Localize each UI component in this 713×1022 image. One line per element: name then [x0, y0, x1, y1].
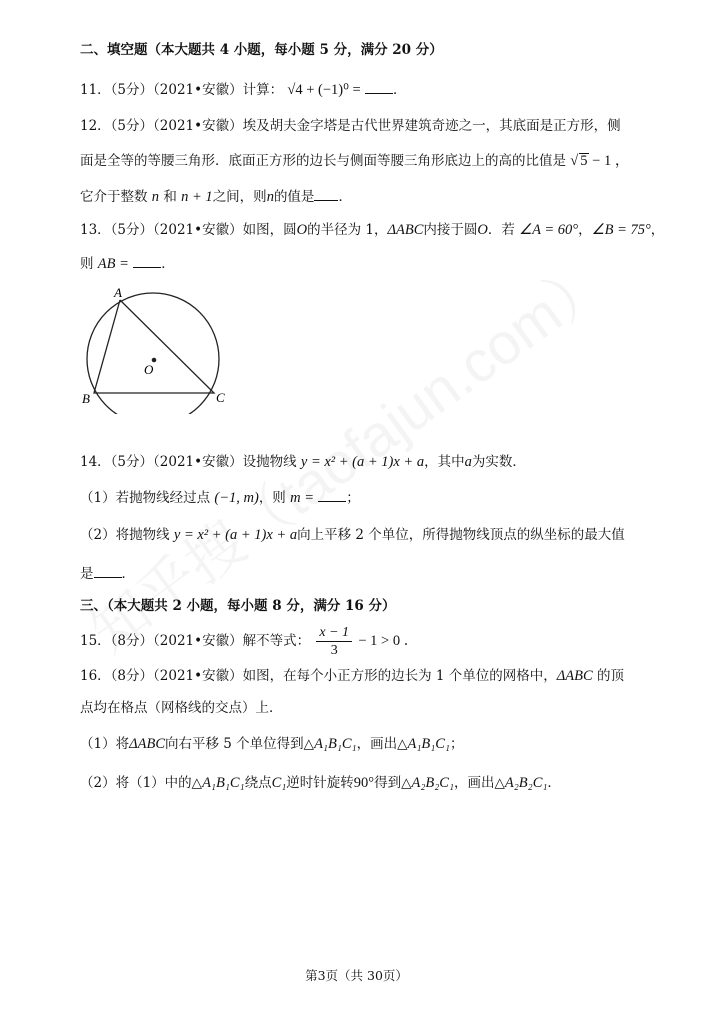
q16-p1-c: ，画出△ [356, 736, 408, 752]
q13-line1-b: 的半径为 1， [307, 222, 388, 238]
q14-line1-b: ，其中 [424, 454, 465, 470]
q12-line2-a: 面是全等的等腰三角形．底面正方形的边长与侧面等腰三角形底边上的高的比值是 [80, 153, 566, 169]
ab-equals: AB = [97, 256, 129, 272]
question-15 [80, 624, 418, 659]
question-16-part2 [80, 773, 561, 793]
circle-o [87, 293, 219, 414]
var-n: n [151, 189, 160, 205]
q12-line3-c: 之间，则 [212, 189, 267, 205]
sqrt-5: 5 [580, 153, 588, 169]
q14-p2-a: （2）将抛物线 [80, 527, 170, 543]
q12-line2-b: − 1 ， [588, 153, 630, 169]
answer-blank[interactable] [365, 79, 393, 94]
q15-rest: − 1 > 0 ． [358, 633, 419, 649]
q13-line2-a: 则 [80, 256, 94, 272]
q14-p1-end: ； [346, 490, 360, 506]
page-footer: 第3页（共 30页） [305, 968, 408, 983]
q13-line1-c: 内接于圆 [423, 222, 478, 238]
triangle-a1b1c1-3: A₁B₁C₁ [202, 775, 245, 791]
question-16-line1 [80, 666, 624, 686]
q16-p2-c: 逆时针旋转 [286, 775, 354, 791]
fraction [316, 624, 352, 659]
var-n-plus-1: n + 1 [181, 189, 213, 205]
q12-line3-d: 的值是 [273, 189, 315, 205]
q11-prefix: 11．（5分）（2021•安徽）计算： [80, 82, 284, 98]
label-c: C [216, 390, 225, 405]
triangle-a2b2c1: A₂B₂C₁ [411, 775, 455, 791]
fraction-numerator: x − 1 [316, 624, 352, 642]
question-12-line3 [80, 186, 352, 207]
question-14-part2-line2 [80, 563, 135, 584]
point-c1: C₁ [271, 775, 287, 791]
point-neg1-m: (−1, m) [214, 490, 259, 506]
q12-line3-a: 它介于整数 [80, 189, 148, 205]
q12-end: ． [338, 189, 352, 205]
question-13-line2 [80, 253, 175, 274]
q16-p1-b: 向右平移 5 个单位得到△ [165, 736, 315, 752]
q16-p2-d: 得到△ [374, 775, 412, 791]
q14-p1-a: （1）若抛物线经过点 [80, 490, 211, 506]
answer-blank[interactable] [133, 253, 161, 268]
triangle-a1b1c1-2: A₁B₁C₁ [407, 736, 450, 752]
q16-line1-a: 16．（8分）（2021•安徽）如图，在每个小正方形的边长为 1 个单位的网格中， [80, 668, 557, 684]
fraction-denominator: 3 [330, 643, 338, 658]
q16-p2-end: ． [547, 775, 561, 791]
q16-line1-b: 的顶 [596, 668, 624, 684]
q11-end: ． [393, 82, 407, 98]
angle-90: 90° [353, 775, 375, 791]
var-O: O [296, 222, 308, 238]
q14-line1-a: 14．（5分）（2021•安徽）设抛物线 [80, 454, 297, 470]
parabola-eq-2: y = x² + (a + 1)x + a [173, 527, 298, 543]
question-11 [80, 79, 407, 100]
triangle-abc-shape [94, 300, 214, 393]
q11-expr-a: √4 [287, 82, 303, 98]
q16-p1-end: ； [449, 736, 464, 752]
q16-p1-a: （1）将 [80, 736, 130, 752]
question-12-line2: 面是全等的等腰三角形．底面正方形的边长与侧面等腰三角形底边上的高的比值是 √ 5 − 1 ， [80, 153, 630, 169]
triangle-a1b1c1: A₁B₁C₁ [314, 736, 357, 752]
q12-line1: 12．（5分）（2021•安徽）埃及胡夫金字塔是古代世界建筑奇迹之一，其底面是正方形，侧 [80, 118, 621, 134]
q16-p2-b: 绕点 [244, 775, 272, 791]
var-a: a [464, 454, 472, 470]
q16-p2-e: ，画出△ [454, 775, 505, 791]
m-equals: m = [290, 490, 314, 506]
triangle-a2b2c1-2: A₂B₂C₁ [504, 775, 548, 791]
q13-line1-d: ．若 [487, 222, 515, 238]
q12-line3-b: 和 [163, 189, 177, 205]
q11-expr-b: + (−1)⁰ = [302, 82, 361, 98]
angle-b: ∠B = 75° [591, 222, 651, 238]
triangle-abc: ΔABC [387, 222, 424, 238]
label-o: O [144, 362, 154, 377]
question-13-line1: 13．（5分）（2021•安徽）如图，圆O的半径为 1，ΔABC内接于圆O．若 ∠A = 60°，∠B = 75°， [80, 222, 665, 238]
parabola-eq: y = x² + (a + 1)x + a [300, 454, 425, 470]
q14-p1-b: ，则 [258, 490, 286, 506]
label-b: B [82, 391, 90, 406]
label-a: A [114, 285, 122, 300]
section3-title: 三、（本大题共 2 小题，每小题 8 分，满分 16 分） [80, 598, 396, 614]
angle-a: ∠A = 60° [519, 222, 579, 238]
var-n-2: n [266, 189, 274, 205]
var-O-2: O [477, 222, 488, 238]
q15-prefix: 15．（8分）（2021•安徽）解不等式： [80, 633, 311, 649]
q14-p2-b: 向上平移 2 个单位，所得抛物线顶点的纵坐标的最大值 [297, 527, 625, 543]
question-14-line1 [80, 452, 526, 472]
q14-p2-c: 是 [80, 566, 94, 582]
q16-p2-a: （2）将（1）中的△ [80, 775, 203, 791]
q13-end: ． [161, 256, 175, 272]
answer-blank[interactable] [318, 487, 346, 502]
answer-blank[interactable] [94, 563, 122, 578]
question-14-part1 [80, 487, 360, 508]
circle-figure [78, 282, 238, 414]
question-14-part2 [80, 525, 625, 545]
q16-line2: 点均在格点（网格线的交点）上． [80, 700, 283, 716]
q14-line1-c: 为实数． [471, 454, 526, 470]
question-16-part1 [80, 734, 463, 754]
triangle-abc: ΔABC [556, 668, 593, 684]
triangle-abc-2: ΔABC [129, 736, 165, 752]
answer-blank[interactable] [314, 186, 338, 201]
q13-line1-a: 13．（5分）（2021•安徽）如图，圆 [80, 222, 297, 238]
q14-p2-end: ． [121, 566, 135, 582]
section2-title: 二、填空题（本大题共 4 小题，每小题 5 分，满分 20 分） [80, 42, 443, 58]
